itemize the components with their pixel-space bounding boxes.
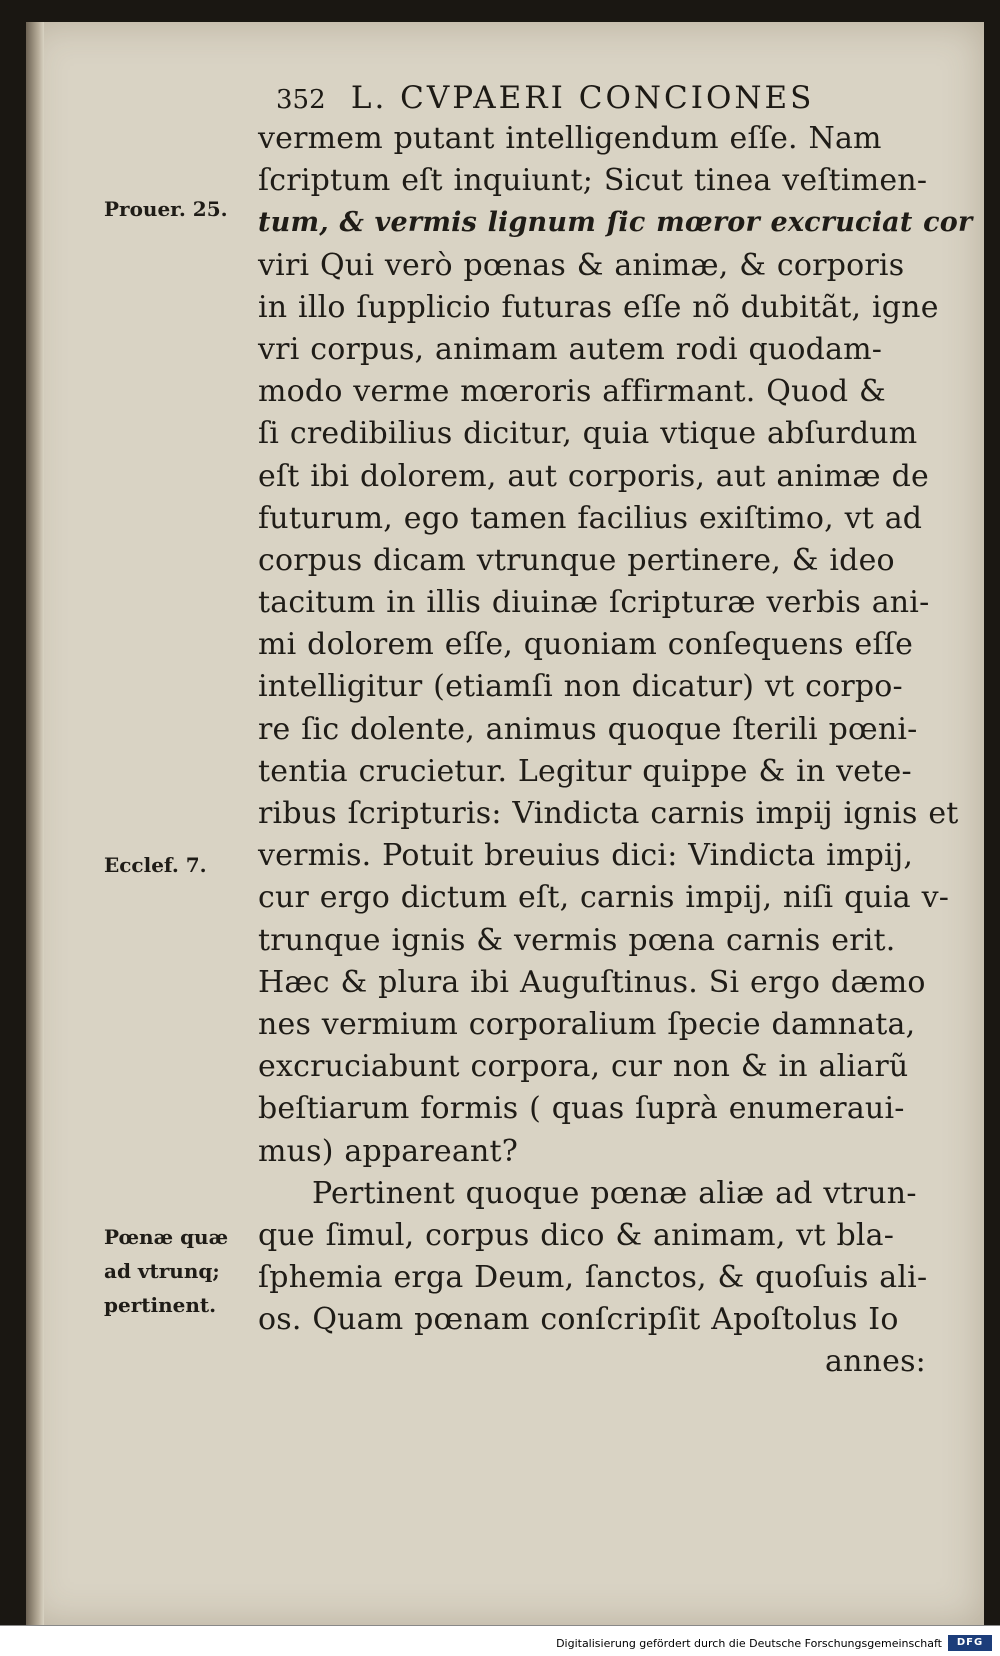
margin-note-poenae-line1: Pœnæ quæ [104, 1225, 229, 1249]
text-line: Pertinent quoque pœnæ aliæ ad vtrun- [312, 1175, 917, 1211]
text-line: eſt ibi dolorem, aut corporis, aut animæ de [258, 458, 929, 494]
text-line: vri corpus, animam autem rodi quodam- [258, 331, 883, 367]
text-line: modo verme mœroris affirmant. Quod & [258, 374, 886, 410]
margin-note-prouerbs: Prouer. 25. [104, 197, 228, 221]
text-line: nes vermium corporalium ſpecie damnata, [258, 1006, 916, 1042]
text-line: tentia crucietur. Legitur quippe & in vete- [258, 753, 912, 789]
text-line: ſcriptum eſt inquiunt; Sicut tinea veſtimen- [258, 163, 928, 199]
text-line: ſi credibilius dicitur, quia vtique abſurdum [258, 416, 918, 452]
book-spine [26, 22, 44, 1626]
text-line: tacitum in illis diuinæ ſcripturæ verbis ani- [258, 585, 930, 621]
text-line: ſphemia erga Deum, ſanctos, & quoſuis ali- [258, 1260, 928, 1296]
folio-number: 352 [276, 85, 326, 115]
text-line: excruciabunt corpora, cur non & in aliarũ [258, 1049, 909, 1085]
dfg-logo: DFG [948, 1635, 992, 1651]
text-line: viri Qui verò pœnas & animæ, & corporis [258, 247, 905, 283]
text-line: tum, & vermis lignum ſic mœror excruciat cor [258, 207, 973, 239]
text-line: que ſimul, corpus dico & animam, vt bla- [258, 1217, 895, 1253]
margin-note-ecclesiasticus: Ecclef. 7. [104, 853, 207, 877]
catchword: annes: [825, 1344, 926, 1380]
main-text-block [258, 118, 973, 1384]
text-line: os. Quam pœnam conſcripſit Apoſtolus Io [258, 1302, 899, 1338]
margin-note-poenae-line3: pertinent. [104, 1293, 217, 1317]
text-line: intelligitur (etiamſi non dicatur) vt corpo- [258, 669, 903, 705]
text-line: ribus ſcripturis: Vindicta carnis impij ignis et [258, 796, 959, 831]
text-line: vermis. Potuit breuius dici: Vindicta impij, [258, 838, 914, 874]
text-line: beſtiarum formis ( quas ſuprà enumeraui- [258, 1091, 905, 1127]
text-line: Hæc & plura ibi Auguſtinus. Si ergo dæmo [258, 964, 926, 1000]
text-line: corpus dicam vtrunque pertinere, & ideo [258, 542, 895, 578]
text-line: cur ergo dictum eſt, carnis impij, niſi quia v- [258, 880, 950, 916]
text-line: re ſic dolente, animus quoque ſterili pœni- [258, 711, 918, 747]
text-line: vermem putant intelligendum eſſe. Nam [258, 121, 882, 156]
footer-bar [0, 1625, 1000, 1656]
margin-note-poenae-line2: ad vtrunq; [104, 1259, 220, 1283]
text-line: mus) appareant? [258, 1133, 519, 1169]
text-line: futurum, ego tamen facilius exiſtimo, vt ad [258, 500, 923, 536]
text-line: mi dolorem eſſe, quoniam conſequens eſſe [258, 627, 914, 663]
text-line: trunque ignis & vermis pœna carnis erit. [258, 922, 896, 958]
running-title: L. CVPAERI CONCIONES [350, 80, 815, 116]
funding-credit: Digitalisierung gefördert durch die Deutsche Forschungsgemeinschaft [556, 1637, 942, 1650]
page-header [276, 80, 916, 116]
text-line: in illo ſupplicio futuras eſſe nõ dubitãt, igne [258, 289, 939, 325]
